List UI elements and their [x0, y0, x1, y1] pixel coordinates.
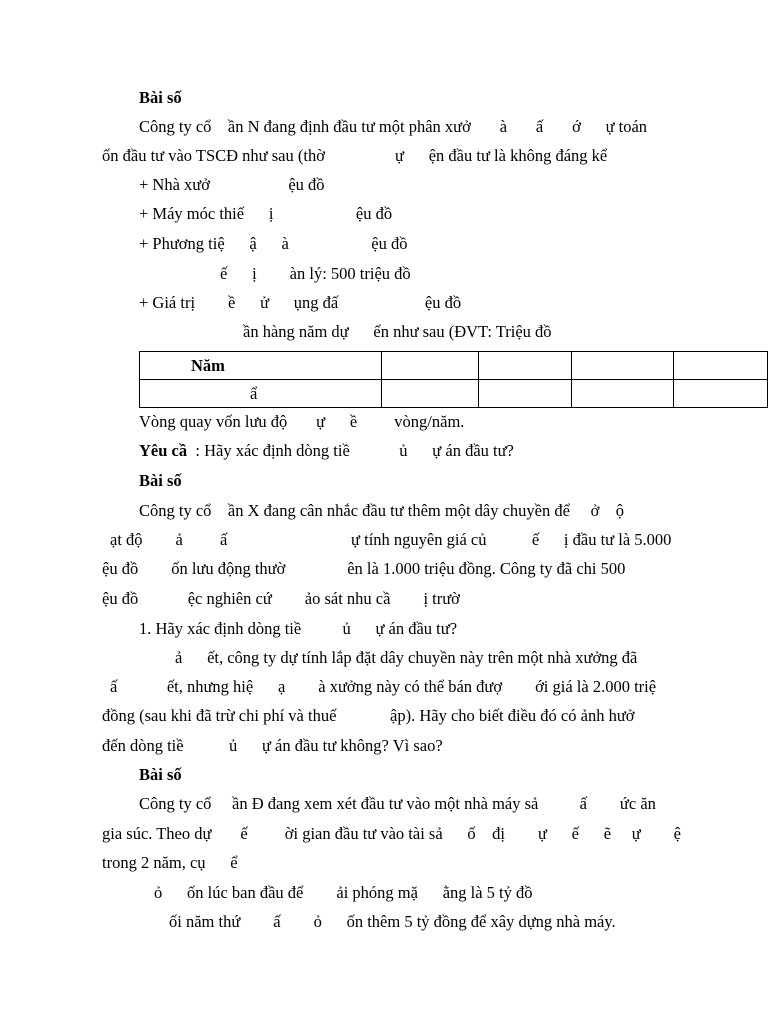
paragraph-line: đến dòng tiề ủ ự án đầu tư không? Vì sao? — [102, 736, 443, 755]
exercise-heading-3: Bài số — [139, 765, 182, 784]
list-item: ế ị àn lý: 500 triệu đồ — [220, 264, 411, 283]
paragraph-line: ả ết, công ty dự tính lắp đặt dây chuyền này trên một nhà xưởng đã — [175, 648, 638, 667]
table-cell — [571, 380, 673, 408]
paragraph-line: ạt độ ả ấ ự tính nguyên giá củ ế ị đầu tư là 5.000 — [110, 530, 672, 549]
table-cell — [381, 380, 478, 408]
table-caption: ần hàng năm dự ến như sau (ĐVT: Triệu đồ — [243, 322, 552, 341]
paragraph-line: ối năm thứ ấ ỏ ốn thêm 5 tỷ đồng để xây dựng nhà máy. — [169, 912, 616, 931]
list-item: + Máy móc thiế ị ệu đồ — [139, 204, 393, 223]
paragraph-line: ấ ết, nhưng hiệ ạ à xưởng này có thể bán đượ ới giá là 2.000 triệ — [110, 677, 657, 696]
paragraph-line: đồng (sau khi đã trừ chi phí và thuế ập). Hãy cho biết điều đó có ảnh hưở — [102, 706, 635, 725]
table-cell — [381, 352, 478, 380]
table-cell — [673, 352, 767, 380]
table-row — [140, 352, 768, 380]
paragraph-line: ệu đồ ốn lưu động thườ ên là 1.000 triệu đồng. Công ty đã chi 500 — [102, 559, 626, 578]
table-row — [140, 380, 768, 408]
list-item: + Nhà xưở ệu đồ — [139, 175, 325, 194]
requirement-text: : Hãy xác định dòng tiề ủ ự án đầu tư? — [187, 441, 514, 460]
list-item: + Phương tiệ ậ à ệu đồ — [139, 234, 408, 253]
question-line: 1. Hãy xác định dòng tiề ủ ự án đầu tư? — [139, 619, 458, 638]
paragraph-line: Vòng quay vốn lưu độ ự ề vòng/năm. — [139, 412, 465, 431]
paragraph-line: ệu đồ ệc nghiên cứ ảo sát nhu cầ ị trườ — [102, 589, 460, 608]
paragraph-line: Công ty cổ ần X đang cân nhắc đầu tư thêm một dây chuyền để ở ộ — [139, 501, 625, 520]
requirement-label: Yêu cầ — [139, 441, 188, 460]
table-cell — [478, 352, 571, 380]
table-header-year: Năm — [140, 352, 382, 380]
table-cell — [673, 380, 767, 408]
table-row-label: ẩ — [140, 380, 382, 408]
exercise-heading-1: Bài số — [139, 88, 182, 107]
table-cell — [571, 352, 673, 380]
paragraph-line: trong 2 năm, cụ ể — [102, 853, 238, 872]
data-table — [139, 351, 768, 408]
table-cell — [478, 380, 571, 408]
list-item: + Giá trị ề ử ụng đấ ệu đồ — [139, 293, 462, 312]
paragraph-line: ốn đầu tư vào TSCĐ như sau (thờ ự ện đầu tư là không đáng kể — [102, 146, 608, 165]
paragraph-line: ỏ ốn lúc ban đầu để ải phóng mặ ằng là 5 tỷ đồ — [154, 883, 533, 902]
exercise-heading-2: Bài số — [139, 471, 182, 490]
paragraph-line: Công ty cổ ần N đang định đầu tư một phân xưở à ấ ớ ự toán — [139, 117, 648, 136]
paragraph-line: Công ty cổ ần Đ đang xem xét đầu tư vào một nhà máy sả ấ ức ăn — [139, 794, 656, 813]
requirement-line — [139, 441, 514, 461]
paragraph-line: gia súc. Theo dự ế ời gian đầu tư vào tài sả ố đị ự ế ẽ ự ệ — [102, 824, 681, 843]
